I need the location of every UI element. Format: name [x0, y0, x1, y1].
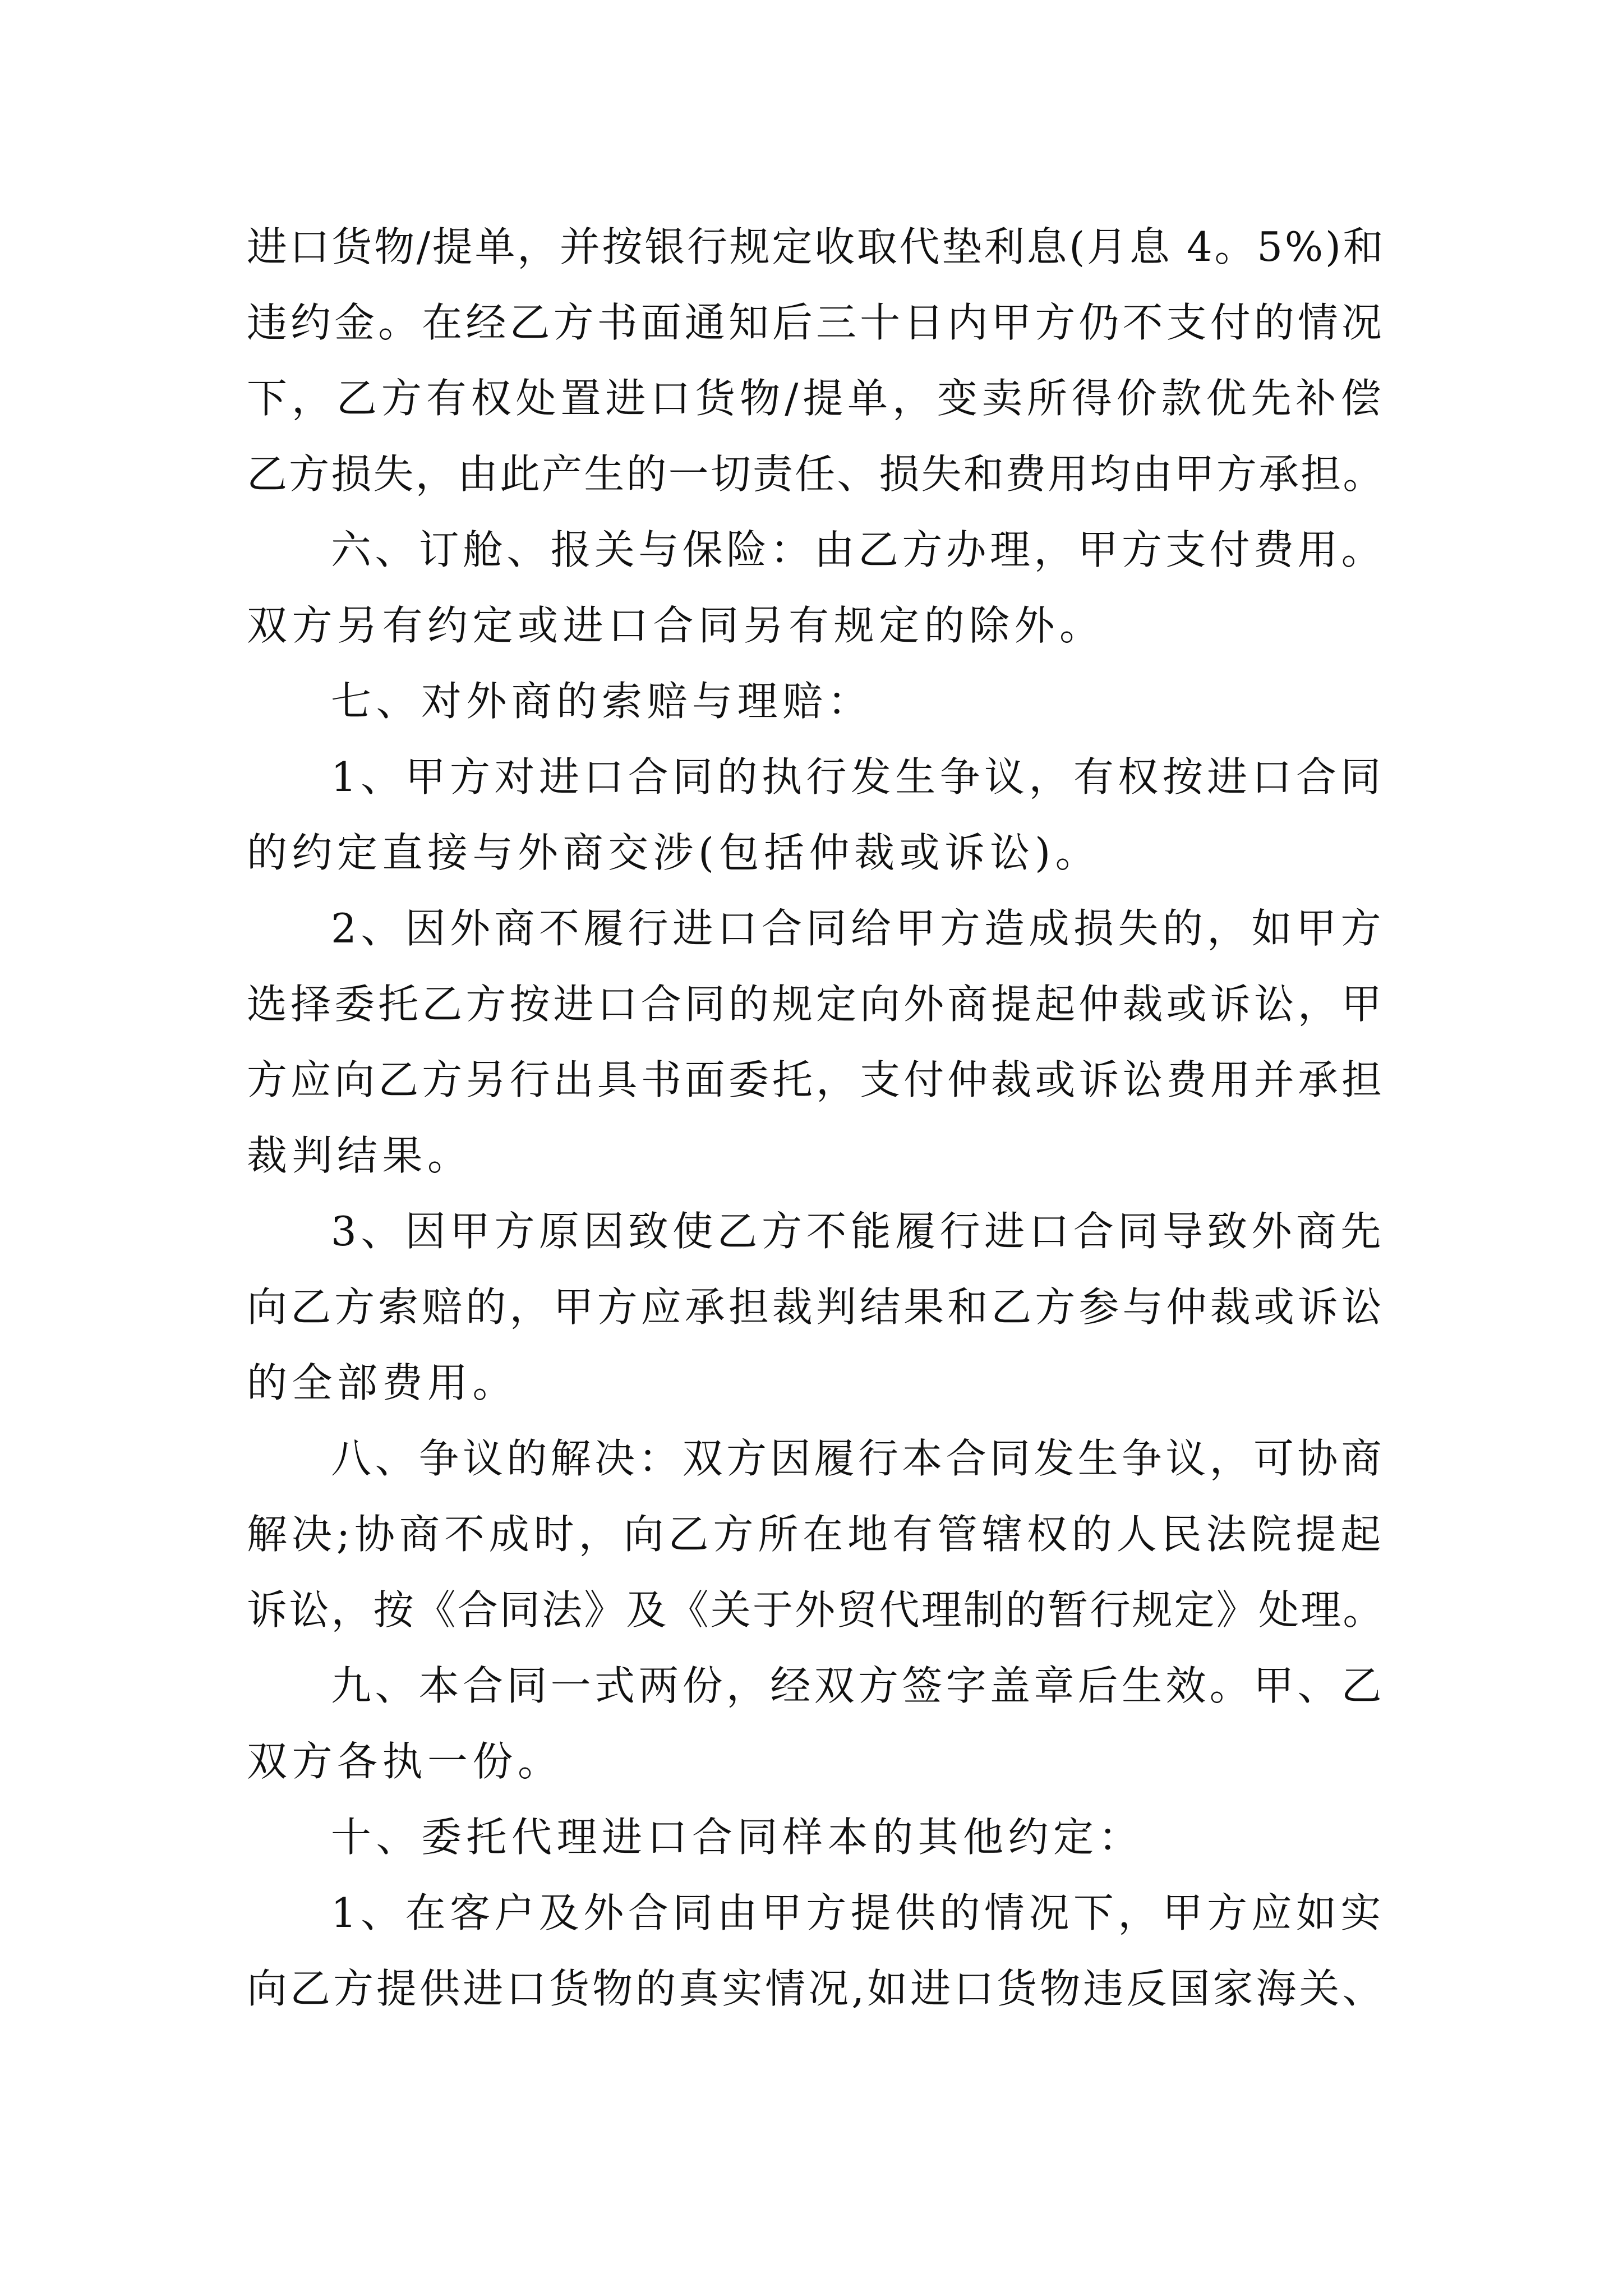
text-line: 进口货物/提单，并按银行规定收取代垫利息(月息 4。5%)和	[247, 223, 1386, 270]
text-line: 向乙方提供进口货物的真实情况,如进口货物违反国家海关、	[247, 1965, 1386, 2012]
clause-10-item-1: 1、在客户及外合同由甲方提供的情况下，甲方应如实	[331, 1889, 1385, 1936]
clause-7-heading: 七、对外商的索赔与理赔：	[331, 678, 873, 725]
text-line: 解决;协商不成时，向乙方所在地有管辖权的人民法院提起	[247, 1511, 1386, 1558]
clause-7-item-2: 2、因外商不履行进口合同给甲方造成损失的，如甲方	[331, 905, 1385, 952]
text-line: 双方另有约定或进口合同另有规定的除外。	[247, 602, 1105, 649]
text-line: 双方各执一份。	[247, 1738, 563, 1785]
clause-7-item-3: 3、因甲方原因致使乙方不能履行进口合同导致外商先	[331, 1208, 1385, 1255]
text-line: 方应向乙方另行出具书面委托，支付仲裁或诉讼费用并承担	[247, 1056, 1386, 1103]
text-line: 违约金。在经乙方书面通知后三十日内甲方仍不支付的情况	[247, 299, 1386, 346]
clause-8-heading: 八、争议的解决：双方因履行本合同发生争议，可协商	[331, 1435, 1386, 1482]
text-line: 向乙方索赔的，甲方应承担裁判结果和乙方参与仲裁或诉讼	[247, 1283, 1386, 1331]
clause-9-heading: 九、本合同一式两份，经双方签字盖章后生效。甲、乙	[331, 1662, 1386, 1709]
text-line: 裁判结果。	[247, 1132, 473, 1179]
text-line: 的全部费用。	[247, 1359, 518, 1406]
clause-7-item-1: 1、甲方对进口合同的执行发生争议，有权按进口合同	[331, 753, 1385, 800]
clause-6-heading: 六、订舱、报关与保险：由乙方办理，甲方支付费用。	[331, 526, 1386, 573]
clause-10-heading: 十、委托代理进口合同样本的其他约定：	[331, 1814, 1144, 1861]
text-line: 选择委托乙方按进口合同的规定向外商提起仲裁或诉讼，甲	[247, 981, 1386, 1028]
text-line: 的约定直接与外商交涉(包括仲裁或诉讼)。	[247, 829, 1101, 876]
text-line: 诉讼，按《合同法》及《关于外贸代理制的暂行规定》处理。	[247, 1586, 1385, 1634]
text-line: 乙方损失，由此产生的一切责任、损失和费用均由甲方承担。	[247, 450, 1385, 498]
text-line: 下，乙方有权处置进口货物/提单，变卖所得价款优先补偿	[247, 375, 1386, 422]
